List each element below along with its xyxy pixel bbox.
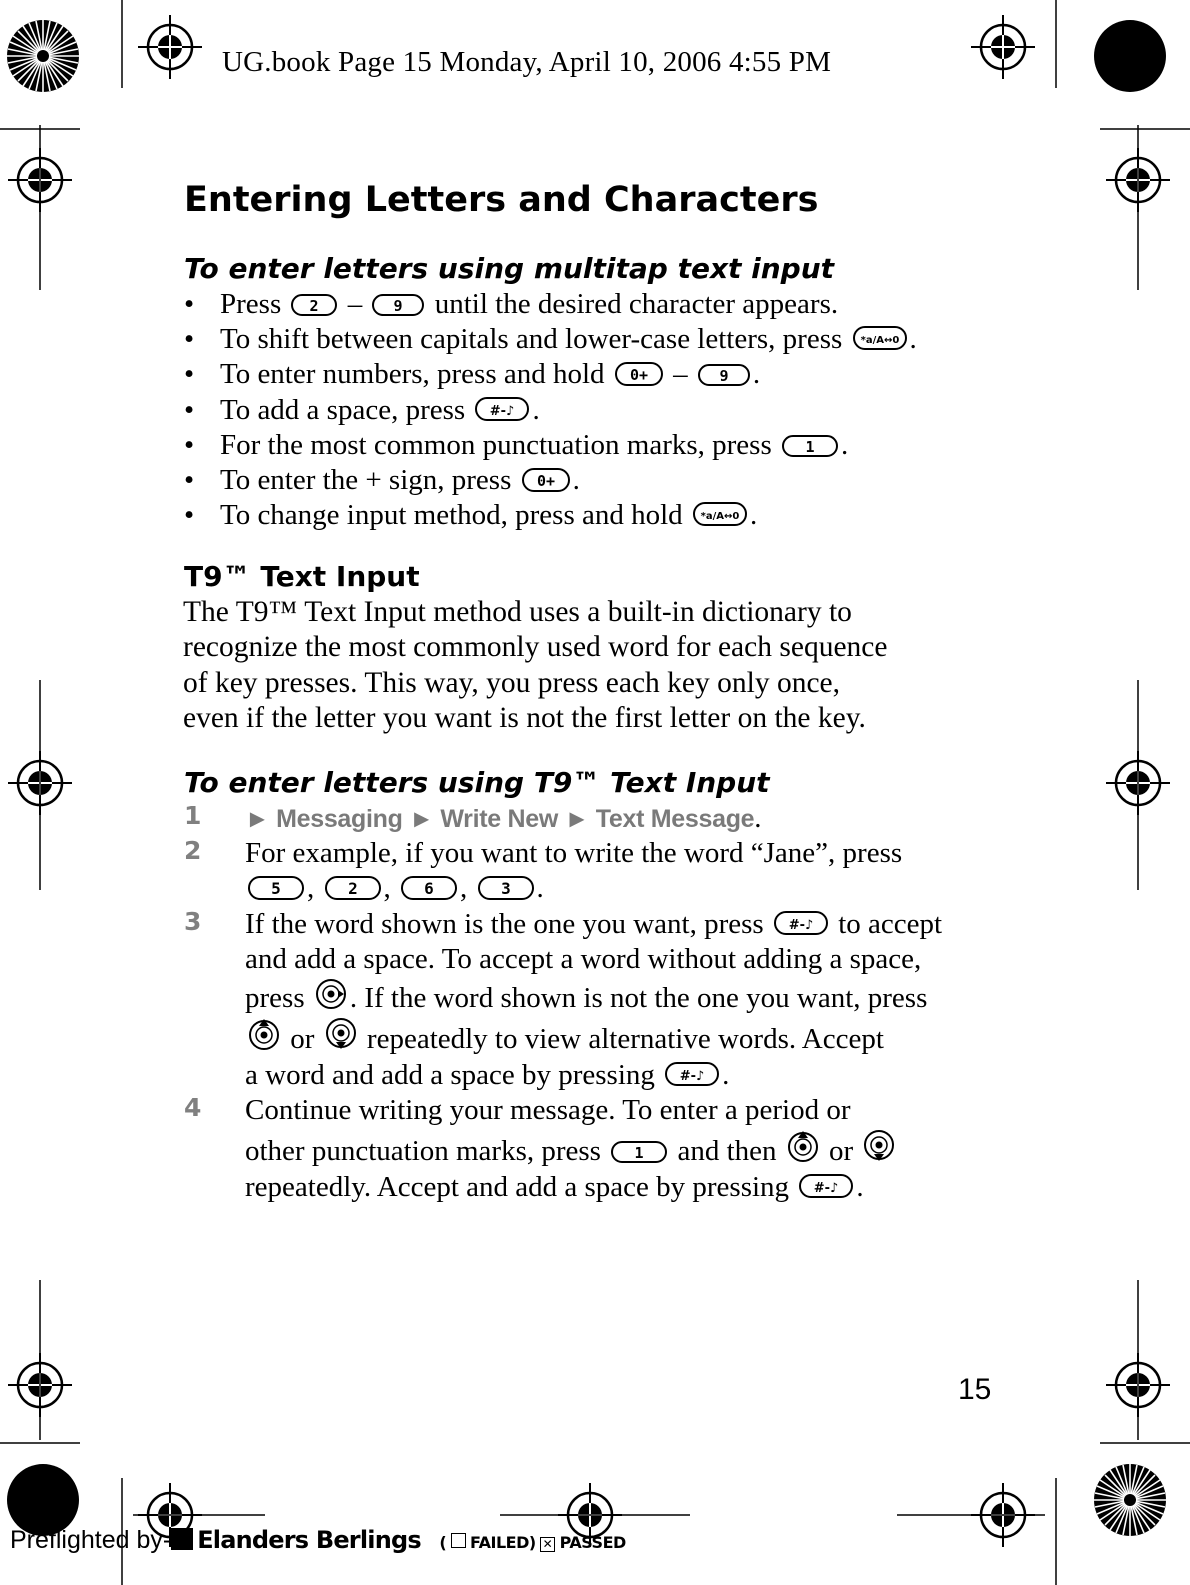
key-5-icon (247, 875, 305, 901)
bullet-item: • To enter numbers, press and hold 0+ – 9 . (184, 358, 761, 391)
page-number: 15 (958, 1373, 992, 1406)
bullet-item: • To add a space, press #-♪ . (184, 393, 540, 426)
bullet-text: To change input method, press and hold (220, 499, 690, 532)
step-text: If the word shown is the one you want, press (245, 907, 771, 940)
key-0-icon (614, 361, 664, 387)
navigation-key-down-icon (862, 1128, 896, 1164)
key-2-icon (290, 293, 338, 317)
bullet-text: . (749, 499, 758, 532)
key-star-icon (692, 500, 748, 528)
separator: . (536, 872, 544, 905)
paragraph-line: of key presses. This way, you press each key only once, (183, 666, 841, 699)
page-title: Entering Letters and Characters (184, 180, 819, 220)
paragraph-line: recognize the most commonly used word for each sequence (183, 631, 888, 664)
separator: , (307, 872, 315, 905)
step-text: Continue writing your message. To enter a period or (245, 1094, 851, 1127)
step-text: and add a space. To accept a word without adding a space, (245, 942, 922, 975)
step-1 (184, 801, 1004, 836)
key-label: *a/A↔0 (700, 511, 740, 523)
step-text: and then (670, 1135, 784, 1168)
step-text: press (245, 982, 312, 1015)
bullet-text: . (909, 323, 917, 356)
brand-name: Elanders Berlings (197, 1526, 421, 1554)
multitap-bullet-list (184, 287, 1004, 533)
bullet-text: To add a space, press (220, 393, 473, 426)
bullet-text: . (532, 393, 540, 426)
key-label: 0+ (629, 366, 648, 385)
t9-description (183, 595, 1003, 736)
key-label: #-♪ (788, 917, 814, 933)
key-1-icon (781, 434, 839, 458)
step-2 (184, 836, 1004, 907)
step-text: . (722, 1058, 730, 1091)
step-text: . If the word shown is not the one you want, press (349, 982, 928, 1015)
passed-label: PASSED (559, 1533, 626, 1552)
section-heading-t9: T9™ Text Input (184, 560, 420, 593)
t9-steps (184, 801, 1004, 1205)
key-6-icon (400, 875, 458, 901)
bullet-text: . (752, 358, 761, 391)
section-heading-multitap: To enter letters using multitap text input (184, 252, 835, 285)
key-label: #-♪ (490, 403, 515, 419)
key-2-icon (324, 875, 382, 901)
key-label: 9 (393, 297, 403, 315)
bullet-text: until the desired character appears. (427, 288, 839, 320)
bullet-text: To enter the + sign, press (220, 464, 519, 497)
key-label: 5 (271, 879, 281, 899)
bullet-text: To shift between capitals and lower-case letters, press (220, 323, 850, 356)
step-text: repeatedly. Accept and add a space by pressing (245, 1170, 797, 1203)
step-text: For example, if you want to write the word “Jane”, press (245, 837, 903, 869)
key-label: #-♪ (679, 1068, 705, 1084)
step-text: or (821, 1135, 861, 1168)
step-text: or (283, 1023, 322, 1056)
key-label: 1 (805, 437, 815, 456)
key-label: #-♪ (814, 1180, 839, 1196)
key-label: 3 (500, 879, 511, 899)
preflight-label: Preflighted by (10, 1526, 163, 1554)
bullet-item: • For the most common punctuation marks, press 1 . (184, 428, 849, 461)
key-label: 6 (424, 879, 434, 899)
step-number: 2 (184, 836, 202, 865)
bullet-text: For the most common punctuation marks, press (220, 428, 779, 461)
paragraph-line: The T9™ Text Input method uses a built-in dictionary to (183, 596, 852, 628)
key-hash-icon (664, 1060, 720, 1088)
step-text: other punctuation marks, press (245, 1135, 609, 1168)
step-4 (184, 1093, 1004, 1205)
key-9-icon (697, 363, 751, 387)
bullet-item: • Press 2 – 9 until the desired character appears. (184, 288, 839, 320)
bullet-text: Press (220, 288, 289, 320)
navigation-key-up-icon (247, 1016, 281, 1052)
key-hash-icon (474, 395, 530, 423)
preflight-footer: Preflighted by- Elanders Berlings ( FAILED) ✕ PASSED (10, 1526, 626, 1554)
key-0-icon (521, 467, 571, 493)
step-number: 3 (184, 906, 202, 936)
step-3 (184, 907, 1004, 1093)
key-label: 2 (347, 879, 358, 899)
step-text: . (754, 802, 762, 834)
navigation-key-down-icon (324, 1016, 358, 1052)
bullet-text: . (841, 428, 849, 461)
bullet-text: – (665, 358, 695, 391)
logo-icon (171, 1528, 193, 1550)
step-number: 1 (184, 801, 202, 830)
navigation-key-right-icon (314, 977, 348, 1011)
step-text: . (856, 1170, 864, 1203)
key-3-icon (477, 875, 535, 901)
step-text: to accept (830, 907, 943, 940)
bullet-item: • To shift between capitals and lower-case letters, press *a/A↔0 . (184, 323, 917, 356)
step-text: a word and add a space by pressing (245, 1058, 663, 1091)
print-slug: UG.book Page 15 Monday, April 10, 2006 4:55 PM (222, 46, 832, 78)
key-hash-icon (798, 1172, 854, 1200)
separator: , (383, 872, 391, 905)
key-label: *a/A↔0 (860, 335, 899, 347)
key-hash-icon (773, 909, 829, 937)
menu-path: ► Messaging ► Write New ► Text Message (245, 805, 755, 833)
failed-checkbox-icon (451, 1533, 466, 1548)
key-label: 2 (309, 297, 319, 315)
bullet-item: • To change input method, press and hold *a/A↔0 . (184, 499, 758, 532)
section-heading-t9-howto: To enter letters using T9™ Text Input (184, 766, 770, 799)
key-label: 9 (719, 367, 729, 386)
passed-checkbox-icon: ✕ (540, 1537, 555, 1552)
separator: , (460, 872, 468, 905)
step-number: 4 (184, 1093, 202, 1123)
key-1-icon (610, 1140, 668, 1164)
bullet-text: . (572, 464, 580, 497)
step-text: repeatedly to view alternative words. Accept (359, 1023, 884, 1056)
bullet-item: • To enter the + sign, press 0+ . (184, 464, 580, 497)
key-label: 1 (634, 1144, 644, 1163)
key-9-icon (371, 293, 425, 317)
navigation-key-up-icon (786, 1128, 820, 1164)
bullet-text: – (340, 288, 370, 320)
paragraph-line: even if the letter you want is not the first letter on the key. (183, 701, 866, 734)
failed-label: FAILED (470, 1533, 529, 1552)
bullet-text: To enter numbers, press and hold (220, 358, 612, 391)
key-label: 0+ (536, 472, 555, 491)
key-star-icon (852, 324, 908, 352)
